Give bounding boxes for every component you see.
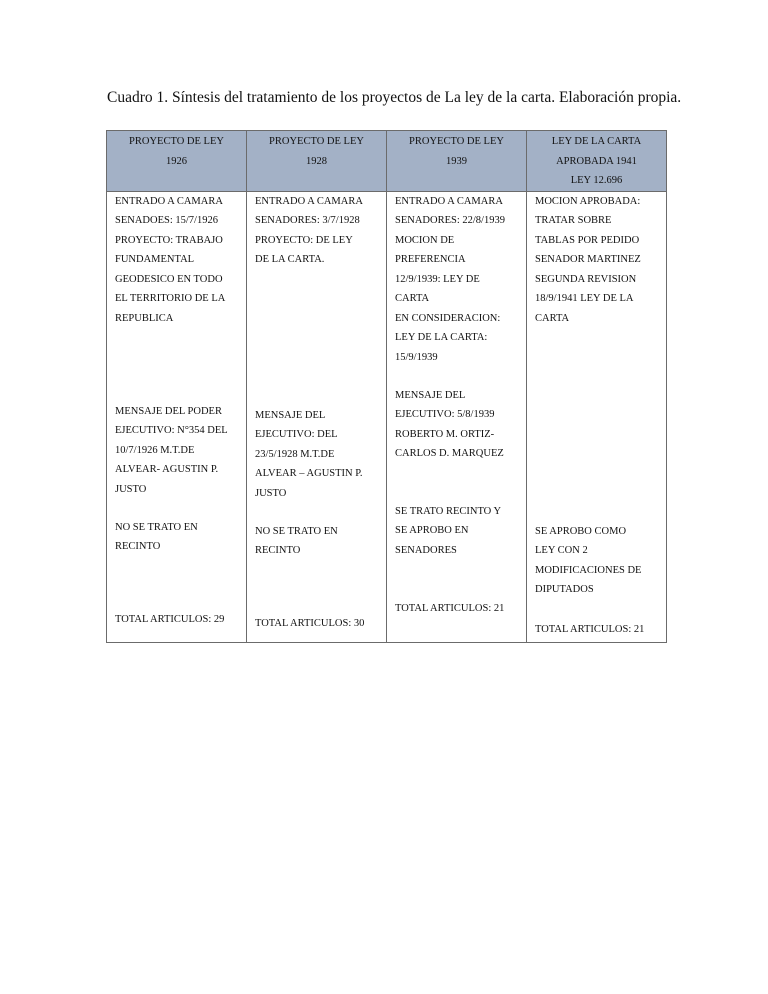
- header-line: APROBADA 1941: [556, 155, 637, 167]
- cell-line: REPUBLICA: [115, 312, 174, 324]
- cell-line: TABLAS POR PEDIDO: [535, 234, 640, 246]
- header-line: PROYECTO DE LEY: [269, 136, 364, 147]
- cell-line: EJECUTIVO: 5/8/1939: [395, 409, 495, 420]
- cell-line: RECINTO: [255, 545, 301, 556]
- cell-line: 10/7/1926 M.T.DE: [115, 444, 195, 456]
- header-line: PROYECTO DE LEY: [409, 136, 504, 147]
- cell-line: TRATAR SOBRE: [535, 215, 612, 226]
- cell-line: ENTRADO A CAMARA: [395, 195, 503, 207]
- body-row: [107, 191, 667, 642]
- cell-line: FUNDAMENTAL: [115, 254, 195, 265]
- body-cell-1939: [387, 191, 527, 642]
- cell-line: ROBERTO M. ORTIZ-: [395, 428, 495, 440]
- header-line: 1939: [446, 155, 467, 167]
- cell-line: LEY DE LA CARTA:: [395, 332, 488, 343]
- cell-line: SE APROBO EN: [395, 525, 469, 536]
- total-block: [535, 620, 662, 640]
- cell-line: CARLOS D. MARQUEZ: [395, 448, 504, 459]
- cell-line: MENSAJE DEL: [255, 409, 326, 421]
- body-cell-1926: [107, 191, 247, 642]
- cell-line: CARTA: [535, 312, 570, 324]
- cell-line: MENSAJE DEL: [395, 389, 466, 401]
- header-line: LEY DE LA CARTA: [551, 136, 642, 147]
- cell-line: 18/9/1941 LEY DE LA: [535, 293, 634, 304]
- cell-line: PROYECTO: TRABAJO: [115, 234, 223, 246]
- cell-line: LEY CON 2: [535, 545, 588, 556]
- cell-line: PROYECTO: DE LEY: [255, 234, 353, 246]
- header-line: 1926: [166, 155, 187, 167]
- cell-line: JUSTO: [255, 487, 287, 499]
- cell-line: MODIFICACIONES DE: [535, 564, 642, 576]
- cell-line: ENTRADO A CAMARA: [255, 195, 363, 207]
- header-row: [107, 131, 667, 192]
- cell-line: TOTAL ARTICULOS: 21: [395, 602, 505, 614]
- cell-line: RECINTO: [115, 541, 161, 552]
- cell-line: GEODESICO EN TODO: [115, 273, 223, 285]
- cell-line: CARTA: [395, 293, 430, 304]
- cell-line: SENADORES: 22/8/1939: [395, 215, 505, 226]
- header-cell-1941: [527, 131, 667, 192]
- cell-line: MOCION APROBADA:: [535, 195, 641, 207]
- cell-line: ENTRADO A CAMARA: [115, 195, 223, 207]
- status-block: [395, 502, 522, 561]
- cell-line: SE TRATO RECINTO Y: [395, 505, 502, 517]
- cell-line: SE APROBO COMO: [535, 525, 627, 537]
- cell-line: SENADOR MARTINEZ: [535, 254, 641, 265]
- cell-line: SENADOES: 15/7/1926: [115, 215, 218, 226]
- header-cell-1928: [247, 131, 387, 192]
- legislation-summary-table: [106, 130, 667, 643]
- cell-line: EJECUTIVO: DEL: [255, 429, 338, 440]
- cell-line: EL TERRITORIO DE LA: [115, 293, 226, 304]
- body-cell-1928: [247, 191, 387, 642]
- cell-line: DIPUTADOS: [535, 584, 594, 595]
- entry-block: [395, 192, 522, 368]
- status-block: [535, 522, 662, 600]
- cell-line: JUSTO: [115, 483, 147, 495]
- cell-line: TOTAL ARTICULOS: 29: [115, 613, 225, 625]
- cell-line: TOTAL ARTICULOS: 30: [255, 617, 365, 629]
- total-block: [395, 599, 522, 619]
- cell-line: SENADORES: 3/7/1928: [255, 215, 360, 226]
- cell-line: ALVEAR- AGUSTIN P.: [115, 464, 219, 475]
- cell-line: SENADORES: [395, 544, 457, 556]
- cell-line: NO SE TRATO EN: [115, 521, 198, 533]
- total-block: [115, 610, 242, 630]
- header-cell-1926: [107, 131, 247, 192]
- table-caption: Cuadro 1. Síntesis del tratamiento de los proyectos de La ley de la carta. Elaboración propia.: [107, 89, 682, 106]
- cell-line: MOCION DE: [395, 234, 455, 246]
- total-block: [255, 614, 382, 634]
- cell-line: 23/5/1928 M.T.DE: [255, 448, 335, 460]
- cell-line: SEGUNDA REVISION: [535, 273, 637, 285]
- header-line: LEY 12.696: [570, 175, 623, 186]
- body-cell-1941: [527, 191, 667, 642]
- status-block: [115, 518, 242, 557]
- cell-line: ALVEAR – AGUSTIN P.: [255, 468, 363, 479]
- cell-line: PREFERENCIA: [395, 254, 466, 265]
- cell-line: EN CONSIDERACION:: [395, 312, 501, 324]
- cell-line: 12/9/1939: LEY DE: [395, 273, 480, 285]
- cell-line: DE LA CARTA.: [255, 254, 325, 265]
- message-block: [255, 406, 382, 504]
- header-line: 1928: [306, 155, 327, 167]
- entry-block: [255, 192, 382, 270]
- cell-line: TOTAL ARTICULOS: 21: [535, 623, 645, 635]
- message-block: [395, 386, 522, 464]
- header-line: PROYECTO DE LEY: [129, 136, 224, 147]
- entry-block: [535, 192, 662, 329]
- cell-line: 15/9/1939: [395, 351, 438, 363]
- cell-line: EJECUTIVO: N°354 DEL: [115, 425, 228, 436]
- message-block: [115, 402, 242, 500]
- cell-line: MENSAJE DEL PODER: [115, 405, 222, 417]
- cell-line: NO SE TRATO EN: [255, 525, 338, 537]
- status-block: [255, 522, 382, 561]
- header-cell-1939: [387, 131, 527, 192]
- entry-block: [115, 192, 242, 329]
